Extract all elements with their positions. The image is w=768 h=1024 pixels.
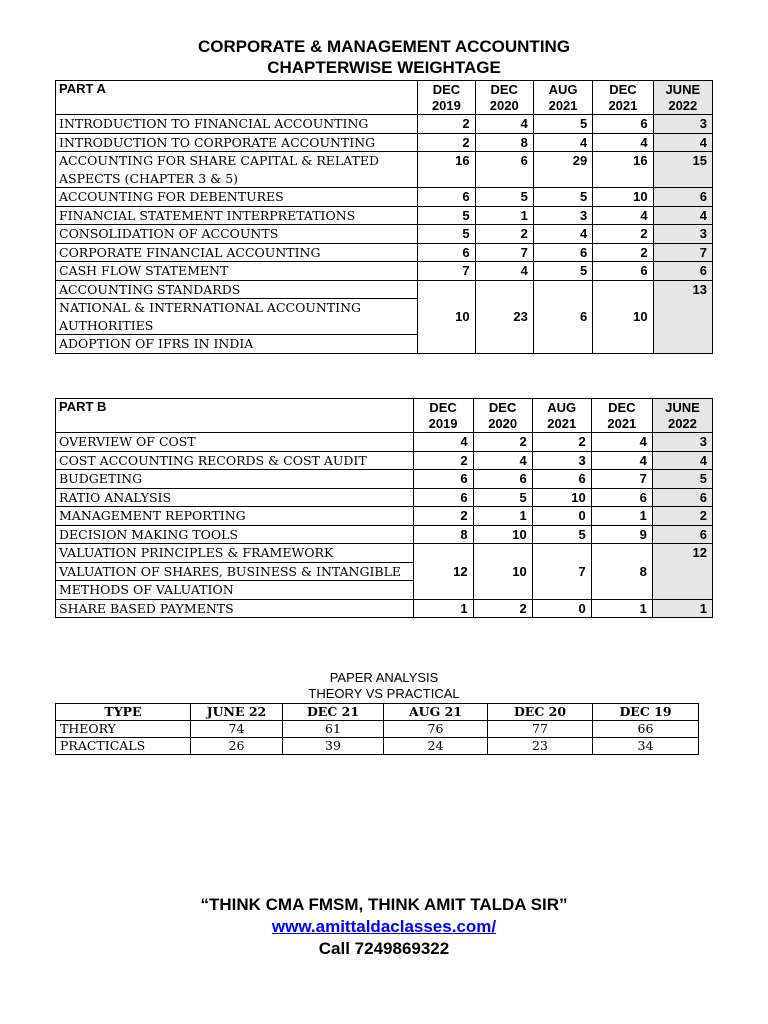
- footer-website-line: [0, 916, 768, 937]
- value-cell: 6: [418, 188, 475, 207]
- value-cell: 6: [653, 188, 712, 207]
- column-header-line: 2020: [489, 97, 519, 113]
- value-cell: 5: [533, 188, 592, 207]
- topic-cell: INTRODUCTION TO FINANCIAL ACCOUNTING: [56, 115, 418, 134]
- topic-cell: CONSOLIDATION OF ACCOUNTS: [56, 225, 418, 244]
- paper-row: [56, 738, 699, 755]
- value-cell: 1: [652, 599, 712, 618]
- topic-cell: ACCOUNTING FOR DEBENTURES: [56, 188, 418, 207]
- paper-cell: 39: [283, 738, 384, 755]
- value-cell: 4: [653, 133, 712, 152]
- column-header: [652, 399, 712, 433]
- value-cell: 3: [533, 206, 592, 225]
- column-header: [591, 399, 652, 433]
- paper-header-cell: DEC 20: [488, 704, 593, 721]
- column-header: [532, 399, 591, 433]
- column-header-line: DEC: [608, 399, 636, 415]
- value-cell: 2: [652, 507, 712, 526]
- column-header-line: AUG: [548, 81, 578, 97]
- value-cell: 3: [653, 115, 712, 134]
- value-cell: 5: [533, 115, 592, 134]
- value-cell: 16: [593, 152, 653, 188]
- value-cell: 12: [413, 544, 473, 600]
- value-cell: 4: [593, 133, 653, 152]
- value-cell: 2: [413, 507, 473, 526]
- value-cell: 12: [652, 544, 712, 600]
- value-cell: 6: [653, 262, 712, 281]
- table-row: [56, 488, 713, 507]
- topic-cell: OVERVIEW OF COST: [56, 433, 414, 452]
- document-title: CORPORATE & MANAGEMENT ACCOUNTING: [197, 37, 571, 56]
- value-cell: 2: [473, 599, 532, 618]
- topic-cell: COST ACCOUNTING RECORDS & COST AUDIT: [56, 451, 414, 470]
- value-cell: 7: [532, 544, 591, 600]
- value-cell: 2: [473, 433, 532, 452]
- value-cell: 4: [593, 206, 653, 225]
- paper-analysis-title: PAPER ANALYSIS: [329, 670, 439, 685]
- column-header: [653, 81, 712, 115]
- paper-cell: 66: [593, 721, 699, 738]
- topic-cell: BUDGETING: [56, 470, 414, 489]
- value-cell: 4: [653, 206, 712, 225]
- column-header: [413, 399, 473, 433]
- table-row: [56, 433, 713, 452]
- column-header-line: DEC: [432, 81, 461, 97]
- paper-analysis-table: [55, 703, 699, 755]
- table-row: [56, 280, 713, 299]
- value-cell: 1: [473, 507, 532, 526]
- header-row: [56, 81, 713, 115]
- value-cell: 4: [533, 225, 592, 244]
- column-header: [473, 399, 532, 433]
- value-cell: 6: [652, 488, 712, 507]
- paper-cell: THEORY: [56, 721, 191, 738]
- table-row: [56, 525, 713, 544]
- column-header-line: 2022: [667, 415, 697, 431]
- column-header-line: 2019: [428, 415, 458, 431]
- value-cell: 6: [533, 243, 592, 262]
- value-cell: 8: [475, 133, 533, 152]
- topic-cell: METHODS OF VALUATION: [56, 581, 414, 600]
- value-cell: 5: [418, 225, 475, 244]
- topic-cell: CASH FLOW STATEMENT: [56, 262, 418, 281]
- paper-header-cell: DEC 21: [283, 704, 384, 721]
- value-cell: 5: [652, 470, 712, 489]
- value-cell: 2: [475, 225, 533, 244]
- value-cell: 15: [653, 152, 712, 188]
- table-row: [56, 206, 713, 225]
- paper-header-cell: JUNE 22: [191, 704, 283, 721]
- value-cell: 2: [418, 115, 475, 134]
- value-cell: 3: [532, 451, 591, 470]
- column-header-line: JUNE: [665, 399, 700, 415]
- column-header-line: DEC: [429, 399, 457, 415]
- value-cell: 4: [533, 133, 592, 152]
- value-cell: 6: [418, 243, 475, 262]
- value-cell: 2: [413, 451, 473, 470]
- value-cell: 3: [653, 225, 712, 244]
- column-header-line: DEC: [490, 81, 518, 97]
- value-cell: 7: [653, 243, 712, 262]
- footer-tagline: “THINK CMA FMSM, THINK AMIT TALDA SIR”: [200, 895, 568, 914]
- value-cell: 6: [413, 488, 473, 507]
- paper-header-row: [56, 704, 699, 721]
- value-cell: 1: [591, 599, 652, 618]
- value-cell: 4: [591, 433, 652, 452]
- topic-cell: CORPORATE FINANCIAL ACCOUNTING: [56, 243, 418, 262]
- value-cell: 10: [593, 280, 653, 353]
- paper-cell: 61: [283, 721, 384, 738]
- table-row: [56, 507, 713, 526]
- paper-cell: PRACTICALS: [56, 738, 191, 755]
- value-cell: 1: [413, 599, 473, 618]
- paper-cell: 77: [488, 721, 593, 738]
- paper-cell: 74: [191, 721, 283, 738]
- column-header-line: 2020: [488, 415, 518, 431]
- value-cell: 13: [653, 280, 712, 353]
- value-cell: 3: [652, 433, 712, 452]
- value-cell: 5: [533, 262, 592, 281]
- value-cell: 8: [413, 525, 473, 544]
- topic-cell: RATIO ANALYSIS: [56, 488, 414, 507]
- table-row: [56, 225, 713, 244]
- table-row: [56, 451, 713, 470]
- value-cell: 6: [413, 470, 473, 489]
- value-cell: 4: [475, 115, 533, 134]
- website-link[interactable]: www.amittaldaclasses.com/: [271, 917, 497, 936]
- value-cell: 5: [475, 188, 533, 207]
- value-cell: 1: [591, 507, 652, 526]
- table-row: [56, 243, 713, 262]
- value-cell: 9: [591, 525, 652, 544]
- value-cell: 4: [591, 451, 652, 470]
- value-cell: 29: [533, 152, 592, 188]
- value-cell: 10: [418, 280, 475, 353]
- column-header: [475, 81, 533, 115]
- value-cell: 7: [475, 243, 533, 262]
- column-header-line: DEC: [488, 399, 517, 415]
- column-header-line: 2021: [608, 97, 638, 113]
- part-label: PART A: [56, 81, 418, 115]
- column-header-line: 2021: [547, 415, 577, 431]
- paper-cell: 76: [384, 721, 488, 738]
- document-subtitle: CHAPTERWISE WEIGHTAGE: [267, 58, 501, 77]
- column-header-line: 2021: [548, 97, 578, 113]
- topic-cell: ACCOUNTING FOR SHARE CAPITAL & RELATED ASPECTS (CHAPTER 3 & 5): [56, 152, 418, 188]
- value-cell: 5: [532, 525, 591, 544]
- footer-call: Call 7249869322: [318, 939, 450, 958]
- paper-row: [56, 721, 699, 738]
- value-cell: 4: [473, 451, 532, 470]
- value-cell: 10: [473, 544, 532, 600]
- value-cell: 1: [475, 206, 533, 225]
- column-header: [418, 81, 475, 115]
- paper-header-cell: TYPE: [56, 704, 191, 721]
- value-cell: 4: [475, 262, 533, 281]
- value-cell: 4: [652, 451, 712, 470]
- value-cell: 0: [532, 507, 591, 526]
- value-cell: 10: [532, 488, 591, 507]
- table-row: [56, 115, 713, 134]
- topic-cell: SHARE BASED PAYMENTS: [56, 599, 414, 618]
- value-cell: 6: [652, 525, 712, 544]
- paper-analysis-subtitle: THEORY VS PRACTICAL: [308, 686, 460, 701]
- value-cell: 6: [593, 262, 653, 281]
- table-row: [56, 188, 713, 207]
- column-header-line: JUNE: [665, 81, 701, 97]
- value-cell: 23: [475, 280, 533, 353]
- value-cell: 6: [591, 488, 652, 507]
- value-cell: 5: [473, 488, 532, 507]
- paper-cell: 23: [488, 738, 593, 755]
- value-cell: 6: [593, 115, 653, 134]
- part-b-weightage-table: [55, 398, 713, 618]
- table-row: [56, 599, 713, 618]
- topic-cell: ADOPTION OF IFRS IN INDIA: [56, 335, 418, 354]
- paper-cell: 24: [384, 738, 488, 755]
- topic-cell: INTRODUCTION TO CORPORATE ACCOUNTING: [56, 133, 418, 152]
- topic-cell: VALUATION PRINCIPLES & FRAMEWORK: [56, 544, 414, 563]
- part-a-weightage-table: [55, 80, 713, 354]
- value-cell: 10: [593, 188, 653, 207]
- table-row: [56, 133, 713, 152]
- value-cell: 4: [413, 433, 473, 452]
- value-cell: 8: [591, 544, 652, 600]
- value-cell: 7: [591, 470, 652, 489]
- value-cell: 7: [418, 262, 475, 281]
- value-cell: 6: [532, 470, 591, 489]
- value-cell: 2: [532, 433, 591, 452]
- value-cell: 16: [418, 152, 475, 188]
- column-header: [593, 81, 653, 115]
- paper-header-cell: DEC 19: [593, 704, 699, 721]
- topic-cell: NATIONAL & INTERNATIONAL ACCOUNTING AUTHORITIES: [56, 299, 418, 335]
- topic-cell: DECISION MAKING TOOLS: [56, 525, 414, 544]
- value-cell: 5: [418, 206, 475, 225]
- paper-header-cell: AUG 21: [384, 704, 488, 721]
- value-cell: 6: [533, 280, 592, 353]
- value-cell: 6: [473, 470, 532, 489]
- column-header-line: 2022: [668, 97, 698, 113]
- paper-cell: 26: [191, 738, 283, 755]
- table-row: [56, 544, 713, 563]
- part-label: PART B: [56, 399, 414, 433]
- topic-cell: ACCOUNTING STANDARDS: [56, 280, 418, 299]
- column-header-line: DEC: [609, 81, 637, 97]
- topic-cell: MANAGEMENT REPORTING: [56, 507, 414, 526]
- column-header-line: AUG: [547, 399, 577, 415]
- value-cell: 10: [473, 525, 532, 544]
- column-header: [533, 81, 592, 115]
- header-row: [56, 399, 713, 433]
- column-header-line: 2021: [607, 415, 637, 431]
- value-cell: 6: [475, 152, 533, 188]
- table-row: [56, 470, 713, 489]
- paper-cell: 34: [593, 738, 699, 755]
- topic-cell: FINANCIAL STATEMENT INTERPRETATIONS: [56, 206, 418, 225]
- value-cell: 2: [593, 243, 653, 262]
- topic-cell: VALUATION OF SHARES, BUSINESS & INTANGIBLE: [56, 562, 414, 581]
- column-header-line: 2019: [431, 97, 461, 113]
- table-row: [56, 262, 713, 281]
- value-cell: 2: [418, 133, 475, 152]
- value-cell: 2: [593, 225, 653, 244]
- table-row: [56, 152, 713, 188]
- value-cell: 0: [532, 599, 591, 618]
